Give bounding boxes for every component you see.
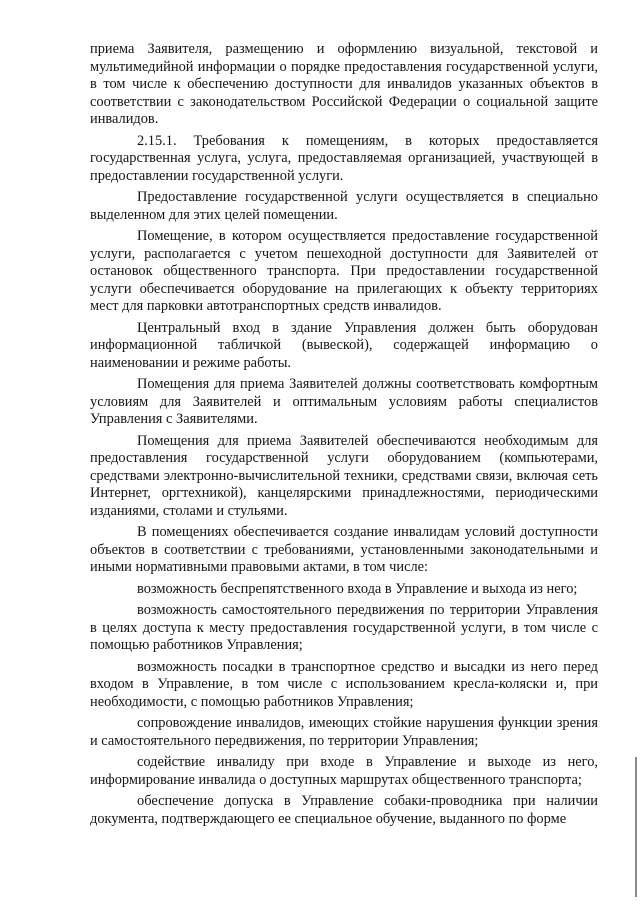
scan-edge-mark xyxy=(635,757,637,897)
paragraph-continuation: приема Заявителя, размещению и оформлению визуальной, текстовой и мультимедийной информации о порядке предоставления государственной услуги, в том числе к обеспечению доступности для инвалидов указанных объектов в соответствии с законодательством Российской Федерации о социальной защите инвалидов. xyxy=(90,41,598,127)
list-item-assistance: содействие инвалиду при входе в Управление и выходе из него, информирование инвалида о доступных маршрутах общественного транспорта; xyxy=(90,754,598,788)
paragraph-equipment: Помещения для приема Заявителей обеспечиваются необходимым для предоставления государственной услуги оборудованием (компьютерами, средствами электронно-вычислительной техники, средствами связи, включая сеть Интернет, оргтехникой), канцелярскими принадлежностями, периодическими изданиями, столами и стульями. xyxy=(90,432,598,519)
paragraph-pedestrian-access: Помещение, в котором осуществляется предоставление государственной услуги, располагается с учетом пешеходной доступности для Заявителей от остановок общественного транспорта. При предоставлении государственной услуги обеспечивается оборудование на прилегающих к объекту территориях мест для парковки автотранспортных средств инвалидов. xyxy=(90,228,598,314)
paragraph-accessibility-intro: В помещениях обеспечивается создание инвалидам условий доступности объектов в соответствии с требованиями, установленными законодательными и иными нормативными правовыми актами, в том числе: xyxy=(90,524,598,575)
paragraph-central-entrance: Центральный вход в здание Управления должен быть оборудован информационной табличкой (вывеской), содержащей информацию о наименовании и режиме работы. xyxy=(90,319,598,371)
paragraph-dedicated-premises: Предоставление государственной услуги осуществляется в специально выделенном для этих целей помещении. xyxy=(90,189,598,223)
list-item-transport-boarding: возможность посадки в транспортное средство и высадки из него перед входом в Управление, в том числе с использованием кресла-коляски и, при необходимости, с помощью работников Управления; xyxy=(90,658,598,710)
list-item-guide-dog: обеспечение допуска в Управление собаки-проводника при наличии документа, подтверждающего ее специальное обучение, выданного по форме xyxy=(90,793,598,827)
paragraph-section-2-15-1: 2.15.1. Требования к помещениям, в которых предоставляется государственная услуга, услуга, предоставляемая организацией, участвующей в предоставлении государственной услуги. xyxy=(90,132,598,184)
paragraph-comfort-conditions: Помещения для приема Заявителей должны соответствовать комфортным условиям для Заявителей и оптимальным условиям работы специалистов Управления с Заявителями. xyxy=(90,376,598,427)
list-item-entry-exit: возможность беспрепятственного входа в Управление и выхода из него; xyxy=(137,580,578,597)
list-item-movement: возможность самостоятельного передвижения по территории Управления в целях доступа к месту предоставления государственной услуги, в том числе с помощью работников Управления; xyxy=(90,602,598,653)
list-item-escort: сопровождение инвалидов, имеющих стойкие нарушения функции зрения и самостоятельного передвижения, по территории Управления; xyxy=(90,715,598,749)
